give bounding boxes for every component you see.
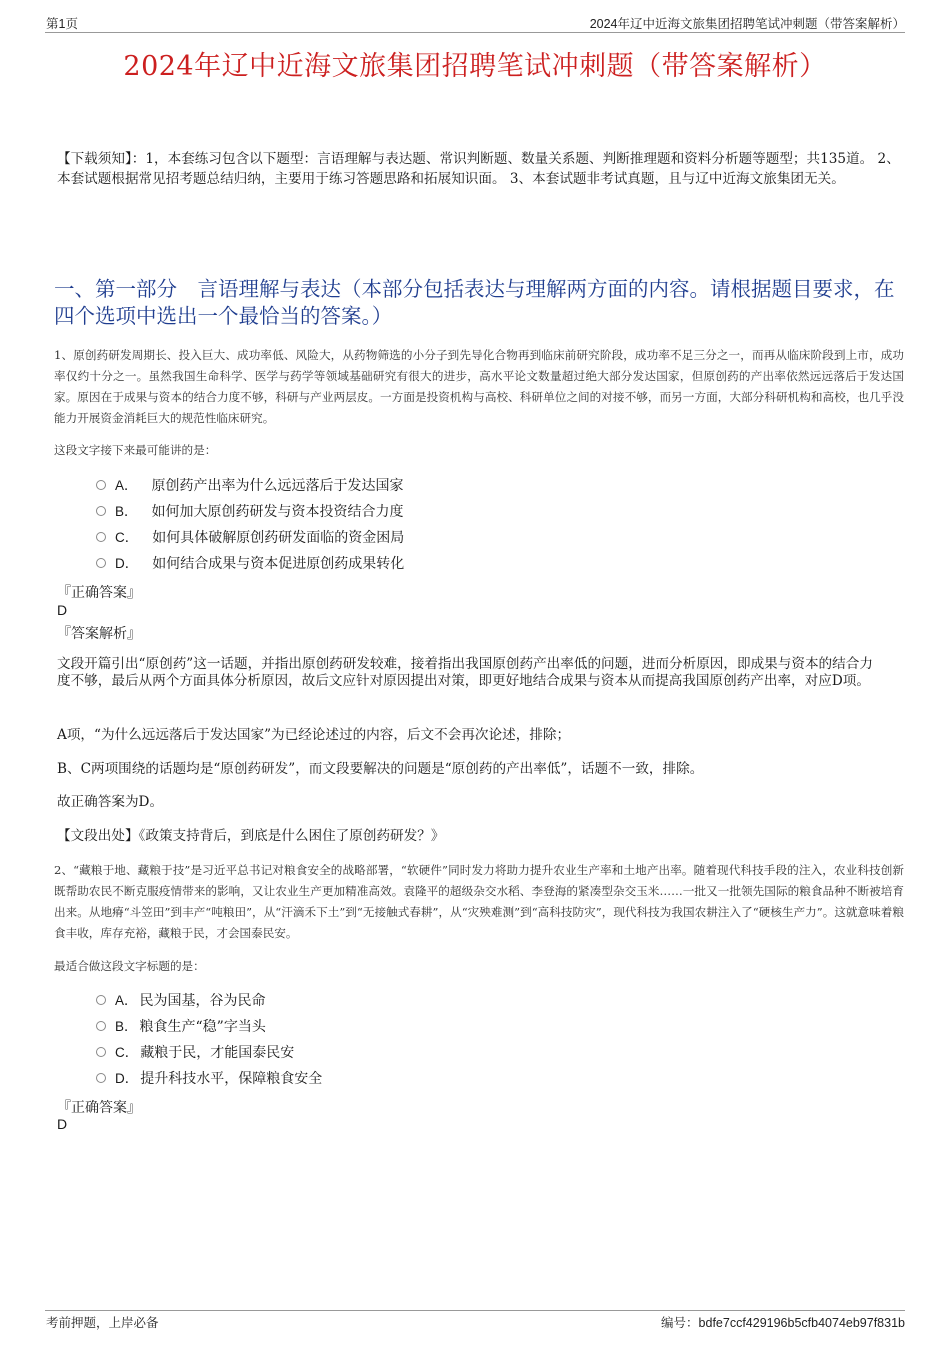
option-letter: C． bbox=[115, 1045, 139, 1060]
question-1-analysis-p2: A项，“为什么远远落后于发达国家”为已经论述过的内容，后文不会再次论述，排除； bbox=[57, 727, 571, 743]
option-letter: B． bbox=[115, 1019, 138, 1034]
question-1-answer: D bbox=[57, 602, 68, 618]
radio-icon[interactable] bbox=[96, 532, 106, 542]
radio-icon[interactable] bbox=[96, 506, 106, 516]
question-1-prompt: 这段文字接下来最可能讲的是： bbox=[54, 443, 217, 457]
footer-code bbox=[661, 1313, 905, 1331]
section-heading: 一、第一部分 言语理解与表达（本部分包括表达与理解两方面的内容。请根据题目要求，在四个选项中选出一个最恰当的答案。） bbox=[54, 277, 895, 328]
question-2-option-b[interactable] bbox=[96, 1017, 266, 1037]
question-1-analysis-p1: 文段开篇引出“原创药”这一话题，并指出原创药研发较难，接着指出我国原创药产出率低的问题，进而分析原因，即成果与资本的结合力度不够，最后从两个方面具体分析原因，故后文应针对原因提出对策，即更好地结合成果与资本从而提高我国原创药产出率，对应D项。 bbox=[57, 656, 873, 689]
option-letter: B． bbox=[115, 504, 138, 519]
question-1-analysis-p3: B、C两项围绕的话题均是“原创药研发”，而文段要解决的问题是“原创药的产出率低”，话题不一致，排除。 bbox=[57, 761, 704, 777]
download-notice: 【下载须知】：1，本套练习包含以下题型：言语理解与表达题、常识判断题、数量关系题、判断推理题和资料分析题等题型；共135道。 2、本套试题根据常见招考题总结归纳，主要用于练习答题思路和拓展知识面。 3、本套试题非考试真题，且与辽中近海文旅集团无关。 bbox=[57, 151, 900, 187]
option-text: 提升科技水平，保障粮食安全 bbox=[140, 1071, 323, 1087]
footer-rule bbox=[45, 1310, 905, 1311]
radio-icon[interactable] bbox=[96, 995, 106, 1005]
radio-icon[interactable] bbox=[96, 480, 106, 490]
option-text: 藏粮于民，才能国泰民安 bbox=[140, 1045, 295, 1061]
question-1-option-b[interactable] bbox=[96, 502, 404, 522]
question-1-answer-label: 『正确答案』 bbox=[57, 585, 141, 601]
radio-icon[interactable] bbox=[96, 1021, 106, 1031]
question-2-prompt: 最适合做这段文字标题的是： bbox=[54, 959, 205, 973]
option-letter: C． bbox=[115, 530, 139, 545]
option-letter: D． bbox=[115, 1071, 139, 1086]
footer-code-label: 编号： bbox=[661, 1315, 699, 1330]
question-1-analysis-p4: 故正确答案为D。 bbox=[57, 794, 164, 810]
question-2-option-c[interactable] bbox=[96, 1043, 294, 1063]
question-2-option-d[interactable] bbox=[96, 1069, 322, 1089]
question-2-option-a[interactable] bbox=[96, 991, 266, 1011]
header-rule bbox=[45, 32, 905, 33]
option-text: 民为国基，谷为民命 bbox=[139, 993, 266, 1009]
footer-code-value: bdfe7ccf429196b5cfb4074eb97f831b bbox=[698, 1316, 905, 1330]
option-letter: A． bbox=[115, 478, 138, 493]
option-text: 如何加大原创药研发与资本投资结合力度 bbox=[151, 504, 404, 520]
option-text: 如何具体破解原创药研发面临的资金困局 bbox=[152, 530, 405, 546]
question-1-source: 【文段出处】《政策支持背后，到底是什么困住了原创药研发？》 bbox=[57, 828, 445, 844]
radio-icon[interactable] bbox=[96, 1073, 106, 1083]
option-text: 粮食生产“稳”字当头 bbox=[139, 1019, 266, 1035]
radio-icon[interactable] bbox=[96, 1047, 106, 1057]
question-1-analysis-label: 『答案解析』 bbox=[57, 626, 141, 642]
question-2-answer-label: 『正确答案』 bbox=[57, 1100, 141, 1116]
footer-slogan: 考前押题，上岸必备 bbox=[46, 1315, 159, 1330]
question-1-option-d[interactable] bbox=[96, 554, 404, 574]
radio-icon[interactable] bbox=[96, 558, 106, 568]
option-text: 原创药产出率为什么远远落后于发达国家 bbox=[151, 478, 404, 494]
page-number: 第1页 bbox=[46, 17, 78, 31]
question-1-option-a[interactable] bbox=[96, 476, 404, 496]
question-1-option-c[interactable] bbox=[96, 528, 404, 548]
option-letter: D． bbox=[115, 556, 139, 571]
question-1-stem: 1、原创药研发周期长、投入巨大、成功率低、风险大，从药物筛选的小分子到先导化合物再到临床前研究阶段，成功率不足三分之一，而再从临床阶段到上市，成功率仅约十分之一。虽然我国生命科学、医学与药学等领域基础研究有很大的进步，高水平论文数量超过绝大部分发达国家，但原创药的产出率依然远远落后于发达国家。原因在于成果与资本的结合力度不够，科研与产业两层皮。一方面是投资机构与高校、科研单位之间的对接不够，而另一方面，大部分科研机构和高校，也几乎没能力开展资金消耗巨大的规范性临床研究。 bbox=[54, 348, 904, 425]
question-2-stem: 2、“藏粮于地、藏粮于技”是习近平总书记对粮食安全的战略部署，“软硬件”同时发力将助力提升农业生产率和土地产出率。随着现代科技手段的注入，农业科技创新既帮助农民不断克服疫情带来的影响，又让农业生产更加精准高效。袁隆平的超级杂交水稻、李登海的紧凑型杂交玉米……一批又一批领先国际的粮食品种不断被培育出来。从地瘠“斗笠田”到丰产“吨粮田”，从“汗滴禾下土”到“无接触式春耕”，从“灾殃难测”到“高科技防灾”，现代科技为我国农耕注入了“硬核生产力”。这就意味着粮食丰收，库存充裕，藏粮于民，才会国泰民安。 bbox=[54, 863, 904, 940]
option-text: 如何结合成果与资本促进原创药成果转化 bbox=[152, 556, 405, 572]
header-doc-title: 2024年辽中近海文旅集团招聘笔试冲刺题（带答案解析） bbox=[589, 17, 905, 31]
question-2-answer: D bbox=[57, 1116, 68, 1132]
option-letter: A． bbox=[115, 993, 138, 1008]
page-title: 2024年辽中近海文旅集团招聘笔试冲刺题（带答案解析） bbox=[123, 51, 827, 82]
